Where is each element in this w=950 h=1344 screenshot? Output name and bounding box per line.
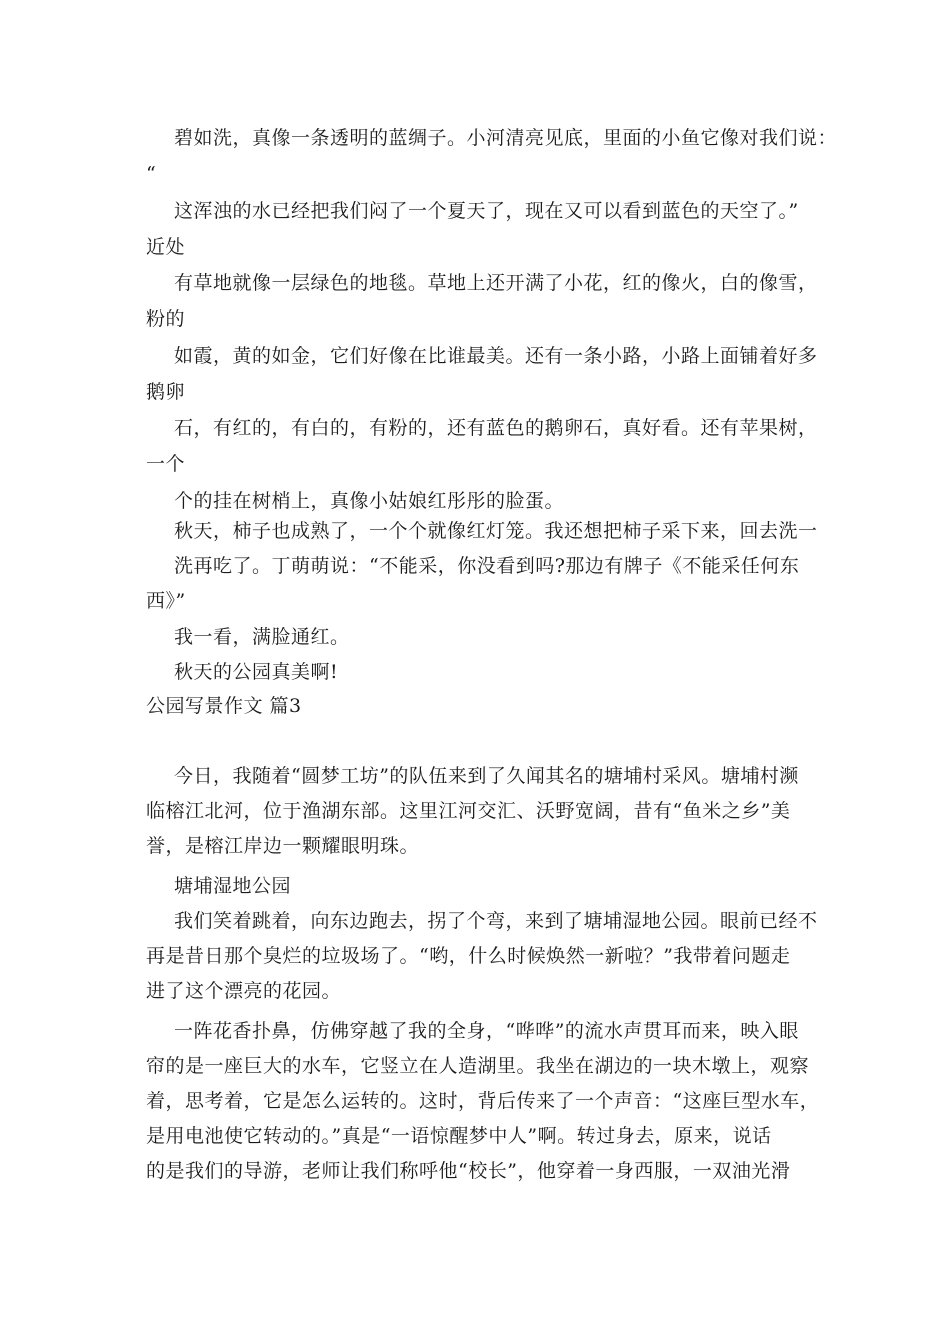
text-line: 再是昔日那个臭烂的垃圾场了。“哟，什么时候焕然一新啦？”我带着问题走 <box>146 945 791 967</box>
text-line: 西》” <box>146 590 186 612</box>
text-line: 石，有红的，有白的，有粉的，还有蓝色的鹅卵石，真好看。还有苹果树， <box>174 417 818 439</box>
text-line: “ <box>146 163 157 185</box>
text-line: 我们笑着跳着，向东边跑去，拐了个弯，来到了塘埔湿地公园。眼前已经不 <box>174 910 818 932</box>
text-line: 今日，我随着“圆梦工坊”的队伍来到了久闻其名的塘埔村采风。塘埔村濒 <box>174 765 799 787</box>
text-line: 我一看，满脸通红。 <box>174 626 350 648</box>
text-line: 鹅卵 <box>146 381 186 403</box>
text-line: 如霞，黄的如金，它们好像在比谁最美。还有一条小路，小路上面铺着好多 <box>174 345 818 367</box>
text-line: 帘的是一座巨大的水车，它竖立在人造湖里。我坐在湖边的一块木墩上，观察 <box>146 1055 810 1077</box>
text-line: 的是我们的导游，老师让我们称呼他“校长”，他穿着一身西服，一双油光滑 <box>146 1160 791 1182</box>
text-line: 一阵花香扑鼻，仿佛穿越了我的全身，“哗哗”的流水声贯耳而来，映入眼 <box>174 1020 799 1042</box>
text-line: 粉的 <box>146 308 186 330</box>
text-line: 有草地就像一层绿色的地毯。草地上还开满了小花，红的像火，白的像雪， <box>174 272 818 294</box>
text-line: 碧如洗，真像一条透明的蓝绸子。小河清亮见底，里面的小鱼它像对我们说： <box>174 127 838 149</box>
subheading: 塘埔湿地公园 <box>174 875 292 897</box>
text-line: 个的挂在树梢上，真像小姑娘红彤彤的脸蛋。 <box>174 490 565 512</box>
section-heading: 公园写景作文 篇3 <box>146 695 302 717</box>
text-line: 誉，是榕江岸边一颗耀眼明珠。 <box>146 835 420 857</box>
text-line: 近处 <box>146 236 186 258</box>
text-line: 秋天，柿子也成熟了，一个个就像红灯笼。我还想把柿子采下来，回去洗一 <box>174 520 818 542</box>
text-line: 这浑浊的水已经把我们闷了一个夏天了，现在又可以看到蓝色的天空了。” <box>174 200 799 222</box>
text-line: 洗再吃了。丁萌萌说：“不能采，你没看到吗?那边有牌子《不能采任何东 <box>174 555 800 577</box>
text-line: 是用电池使它转动的。”真是“一语惊醒梦中人”啊。转过身去，原来，说话 <box>146 1125 772 1147</box>
text-line: 进了这个漂亮的花园。 <box>146 980 342 1002</box>
text-line: 临榕江北河，位于渔湖东部。这里江河交汇、沃野宽阔，昔有“鱼米之乡”美 <box>146 800 791 822</box>
text-line: 一个 <box>146 453 186 475</box>
text-line: 秋天的公园真美啊! <box>174 661 339 683</box>
text-line: 着，思考着，它是怎么运转的。这时，背后传来了一个声音：“这座巨型水车， <box>146 1090 820 1112</box>
